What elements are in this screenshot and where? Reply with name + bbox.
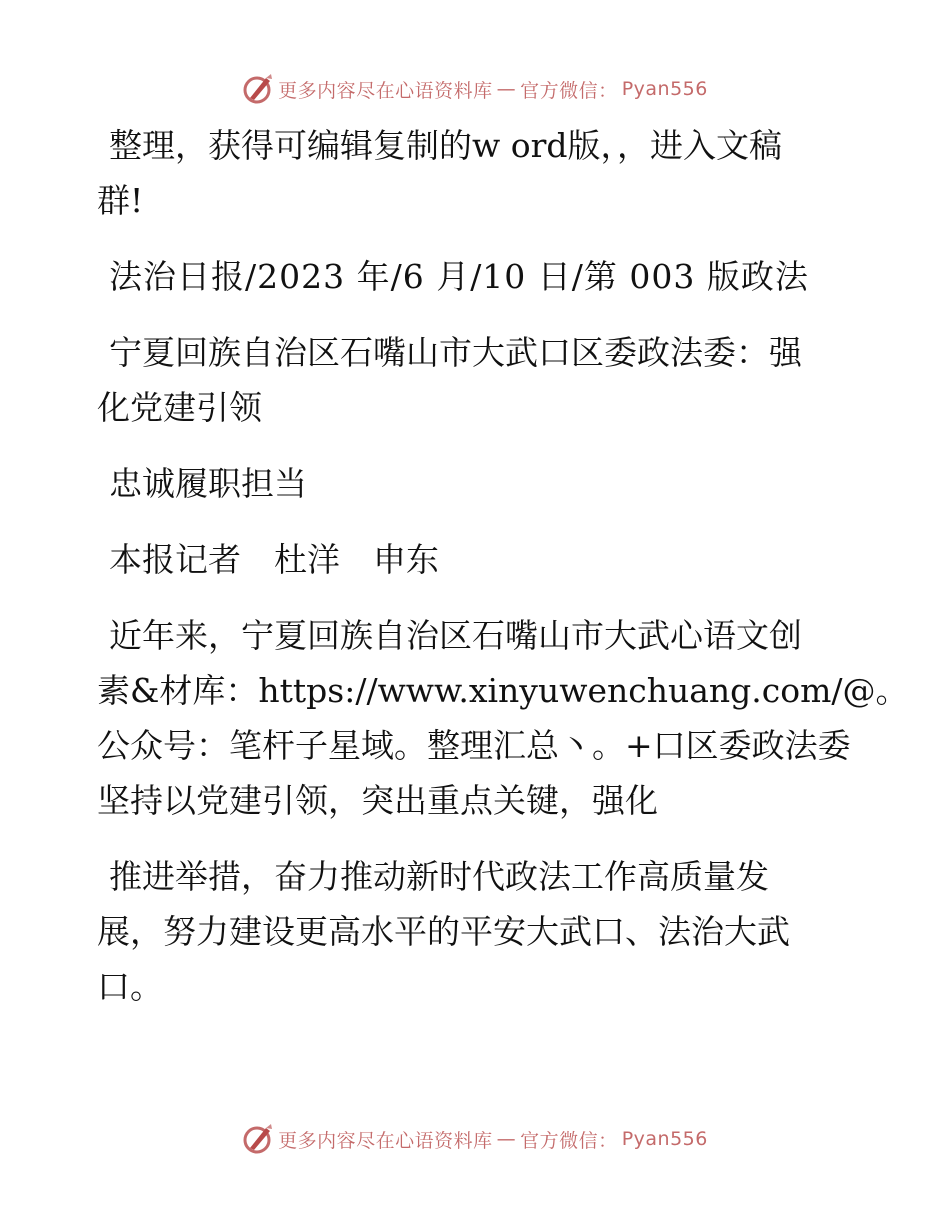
quill-pen-logo-icon [242,72,274,106]
text-line: 化党建引领 [97,388,262,427]
text-line: 展，努力建设更高水平的平安大武口、法治大武 [97,912,790,951]
paragraph-headline [97,325,857,435]
document-body [97,118,909,1035]
paragraph-body-1 [97,608,909,828]
banner-text: 更多内容尽在心语资料库 [278,79,493,102]
text-line: 忠诚履职担当 [109,464,307,503]
text-line: 宁夏回族自治区石嘴山市大武口区委政法委：强 [109,333,802,372]
text-line: 整理，获得可编辑复制的w ord版，，进入文稿 [109,126,783,165]
footer-banner [0,1122,950,1156]
paragraph-intro [97,118,857,228]
header-banner [0,72,950,106]
text-line: 法治日报/2023 年/6 月/10 日/第 003 版政法 [109,257,809,296]
text-line: 口。 [97,967,163,1006]
text-line: 群! [97,181,144,220]
text-line: 推进举措，奋力推动新时代政法工作高质量发 [109,857,769,896]
banner-wechat-handle: Pyan556 [621,78,708,100]
text-line: 坚持以党建引领，突出重点关键，强化 [97,781,658,820]
banner-wechat-label: 官方微信： [520,79,618,102]
banner-separator: — [496,1128,517,1150]
banner-separator: — [496,78,517,100]
text-line: 本报记者 杜洋 申东 [109,540,439,579]
text-line: 素&材库：https://www.xinyuwenchuang.com/@。 [97,671,909,710]
paragraph-subheadline [97,456,857,511]
text-line: 近年来，宁夏回族自治区石嘴山市大武心语文创 [109,616,802,655]
paragraph-byline [97,532,857,587]
paragraph-source [97,249,857,304]
banner-wechat-label: 官方微信： [520,1129,618,1152]
banner-wechat-handle: Pyan556 [621,1128,708,1150]
paragraph-body-2 [97,849,857,1014]
quill-pen-logo-icon [242,1122,274,1156]
banner-text: 更多内容尽在心语资料库 [278,1129,493,1152]
text-line: 公众号：笔杆子星域。整理汇总丶。+口区委政法委 [97,726,851,765]
